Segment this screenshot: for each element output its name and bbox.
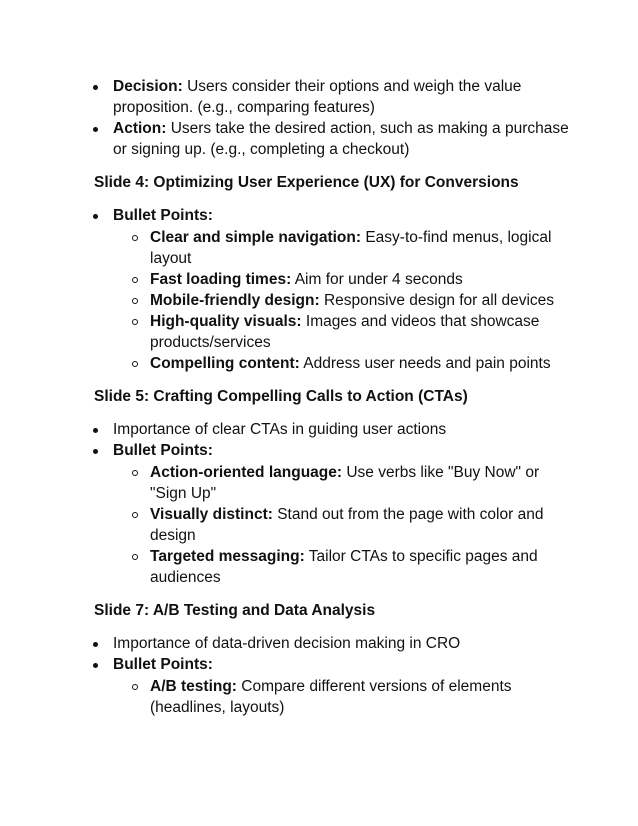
description: Stand out from the page with color and design [150,506,544,544]
slide4-list [94,205,578,374]
term: Mobile-friendly design: [150,292,320,309]
description: Images and videos that showcase products/services [150,313,540,351]
sublist-item [113,676,578,718]
description: Address user needs and pain points [299,355,551,372]
sublist-item [113,353,578,374]
term: Action-oriented language: [150,464,343,481]
sublist-item [113,504,578,546]
bullet-points-label: Bullet Points: [113,656,213,673]
intro-list [94,76,578,160]
description: Compare different versions of elements (headlines, layouts) [150,678,512,716]
term: Action: [113,120,167,137]
list-item-action [94,118,578,160]
slide7-list [94,633,578,718]
slide5-heading: Slide 5: Crafting Compelling Calls to Action (CTAs) [94,388,468,405]
slide5-sublist [113,462,578,588]
term: A/B testing: [150,678,237,695]
term: Fast loading times: [150,271,292,288]
description: Tailor CTAs to specific pages and audiences [150,548,538,586]
sublist-item [113,546,578,588]
term: Decision: [113,78,183,95]
sublist-item [113,290,578,311]
list-item-bullet-points [94,440,578,588]
slide5-list [94,419,578,588]
slide4-heading: Slide 4: Optimizing User Experience (UX) for Conversions [94,174,519,191]
bullet-points-label: Bullet Points: [113,207,213,224]
description: Aim for under 4 seconds [291,271,463,288]
term: Clear and simple navigation: [150,229,362,246]
description: Easy-to-find menus, logical layout [150,229,552,267]
term: Compelling content: [150,355,300,372]
sublist-item [113,311,578,353]
description: Users take the desired action, such as making a purchase or signing up. (e.g., completing a checkout) [113,120,569,158]
slide7-heading: Slide 7: A/B Testing and Data Analysis [94,602,376,619]
sublist-item [113,462,578,504]
list-item-bullet-points [94,205,578,374]
description: Users consider their options and weigh the value proposition. (e.g., comparing features) [113,78,522,116]
list-item-intro: Importance of clear CTAs in guiding user actions [94,419,578,440]
description: Responsive design for all devices [319,292,555,309]
slide4-sublist [113,227,578,374]
term: High-quality visuals: [150,313,302,330]
term: Visually distinct: [150,506,273,523]
term: Targeted messaging: [150,548,305,565]
list-item-decision [94,76,578,118]
sublist-item [113,269,578,290]
slide7-sublist [113,676,578,718]
description: Use verbs like "Buy Now" or "Sign Up" [150,464,540,502]
list-item-bullet-points [94,654,578,718]
sublist-item [113,227,578,269]
list-item-intro: Importance of data-driven decision making in CRO [94,633,578,654]
bullet-points-label: Bullet Points: [113,442,213,459]
